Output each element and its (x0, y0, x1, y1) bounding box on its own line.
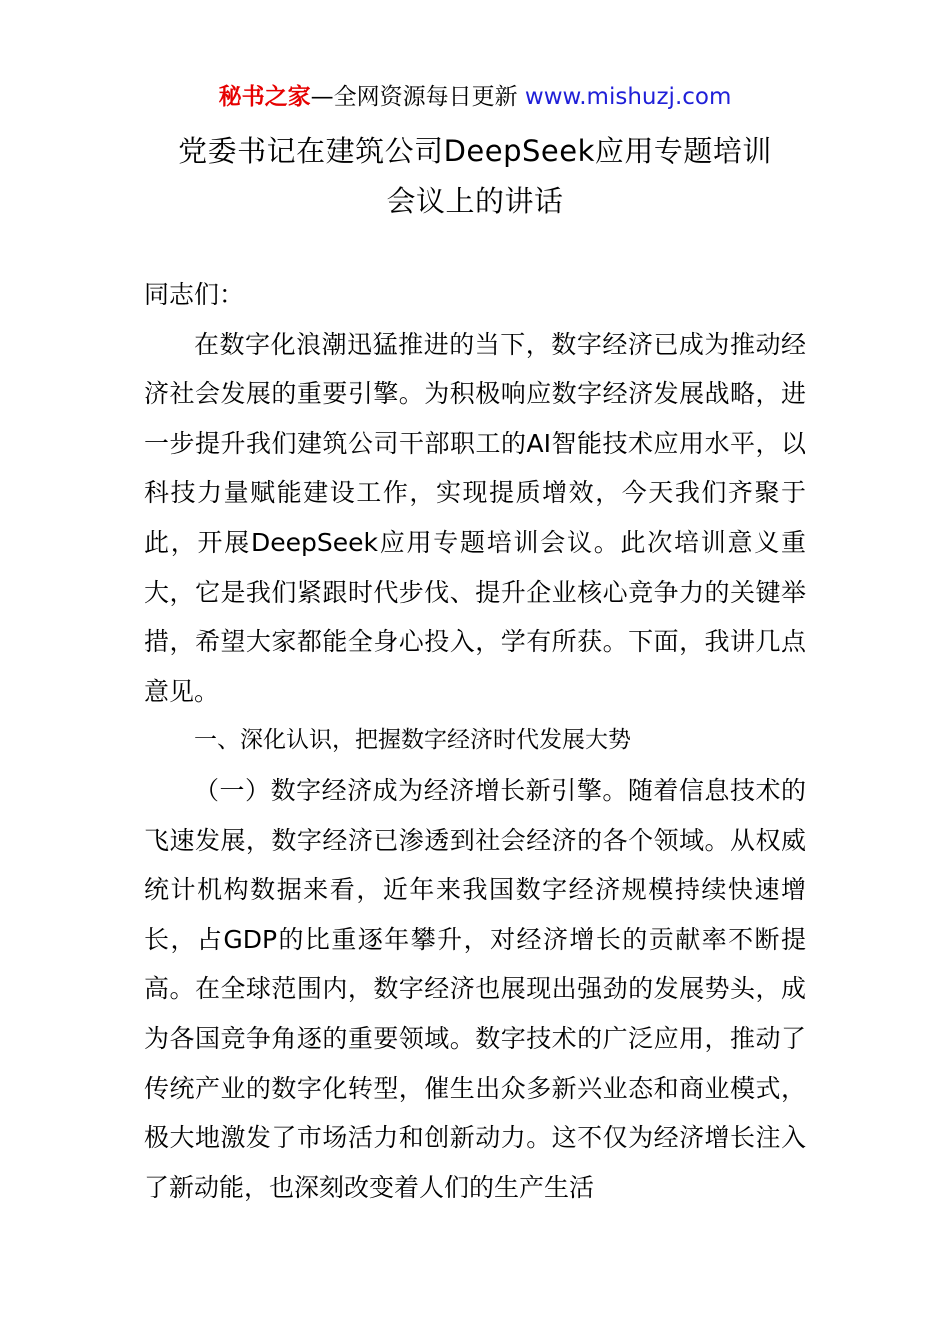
salutation: 同志们： (144, 280, 245, 309)
document-title (144, 126, 806, 226)
section-1-paragraph-1: （一）数字经济成为经济增长新引擎。随着信息技术的飞速发展，数字经济已渗透到社会经济的各个领域。从权威统计机构数据来看，近年来我国数字经济规模持续快速增长，占GDP的比重逐年攀升，对经济增长的贡献率不断提高。在全球范围内，数字经济也展现出强劲的发展势头，成为各国竞争角逐的重要领域。数字技术的广泛应用，推动了传统产业的数字化转型，催生出众多新兴业态和商业模式，极大地激发了市场活力和创新动力。这不仅为经济增长注入了新动能，也深刻改变着人们的生产生活 (144, 775, 806, 1202)
site-brand: 秘书之家 (218, 84, 311, 110)
site-header (144, 0, 806, 114)
section-heading-1: 一、深化认识，把握数字经济时代发展大势 (194, 727, 631, 754)
site-url-link[interactable]: www.mishuzj.com (524, 84, 732, 110)
document-title-line-2: 会议上的讲话 (386, 184, 564, 218)
intro-paragraph: 在数字化浪潮迅猛推进的当下，数字经济已成为推动经济社会发展的重要引擎。为积极响应数字经济发展战略，进一步提升我们建筑公司干部职工的AI智能技术应用水平，以科技力量赋能建设工作，实现提质增效，今天我们齐聚于此，开展DeepSeek应用专题培训会议。此次培训意义重大，它是我们紧跟时代步伐、提升企业核心竞争力的关键举措，希望大家都能全身心投入，学有所获。下面，我讲几点意见。 (144, 329, 806, 706)
document-title-line-1: 党委书记在建筑公司DeepSeek应用专题培训 (178, 134, 772, 168)
site-tagline: —全网资源每日更新 (310, 84, 525, 110)
document-body (144, 270, 806, 1212)
